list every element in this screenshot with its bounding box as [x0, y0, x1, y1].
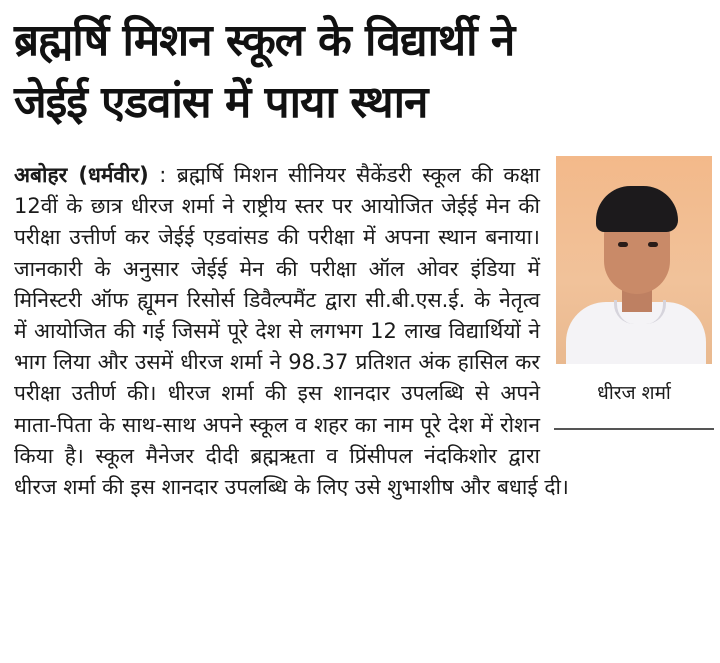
photo-eye-left: [618, 242, 628, 247]
caption-divider: [554, 428, 714, 430]
photo-hair: [596, 186, 678, 232]
article-body: [14, 160, 710, 503]
headline-line-2: जेईई एडवांस में पाया स्थान: [14, 77, 428, 128]
headline: [14, 10, 714, 134]
article-text: ब्रह्मर्षि मिशन सीनियर सैकेंडरी स्कूल की कक्षा 12वीं के छात्र धीरज शर्मा ने राष्ट्रीय स्तर पर आयोजित जेईई मेन की परीक्षा उत्तीर्ण कर जेईई एडवांसड की परीक्षा में अपना स्थान बनाया। जानकारी के अनुसार जेईई मेन की परीक्षा ऑल ओवर इंडिया में मिनिस्टरी ऑफ ह्यूमन रिसोर्स डिवैल्पमैंट द्वारा सी.बी.एस.ई. के नेतृत्व में आयोजित की गई जिसमें पूरे देश से लगभग 12 लाख विद्यार्थियों ने भाग लिया और उसमें धीरज शर्मा ने 98.37 प्रतिशत अंक हासिल कर परीक्षा उतीर्ण की। धीरज शर्मा की इस शानदार उपलब्धि से अपने माता-पिता के साथ-साथ अपने स्कूल व शहर का नाम पूरे देश में रोशन किया है। स्कूल मैनेजर दीदी ब्रह्मऋता व प्रिंसीपल नंदकिशोर द्वारा धीरज शर्मा की इस शानदार उपलब्धि के लिए उसे शुभाशीष और बधाई दी।: [14, 163, 569, 500]
photo-caption: धीरज शर्मा: [597, 382, 671, 404]
headline-line-1: ब्रह्मर्षि मिशन स्कूल के विद्यार्थी ने: [14, 15, 515, 66]
photo-eye-right: [648, 242, 658, 247]
dateline: अबोहर (धर्मवीर): [14, 163, 149, 187]
student-photo: [556, 156, 712, 364]
photo-block: [554, 156, 714, 441]
dateline-separator: :: [148, 163, 177, 187]
